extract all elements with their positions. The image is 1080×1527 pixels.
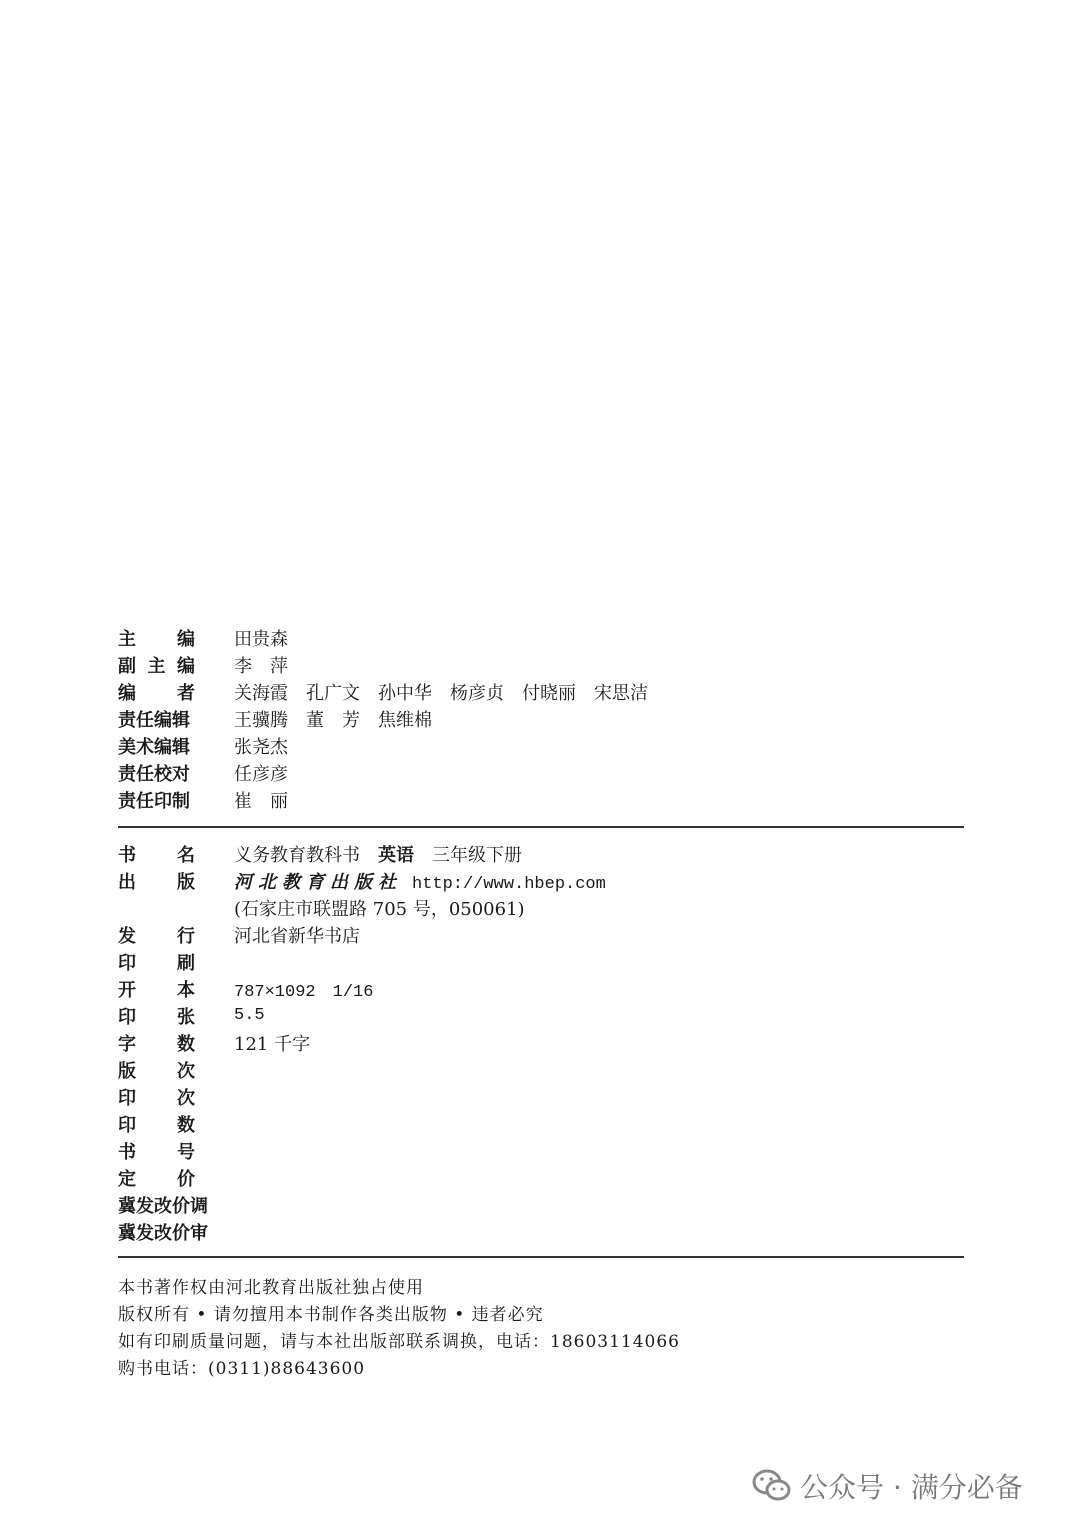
divider-top <box>118 826 964 828</box>
credit-row-print-supervisor: 责任印制 崔 丽 <box>118 786 964 813</box>
publisher-logo: 河北教育出版社 <box>234 871 402 893</box>
purchase-phone-line: 购书电话：(0311)88643600 <box>118 1359 366 1379</box>
divider-bottom <box>118 1256 964 1258</box>
credit-row-art-editor: 美术编辑 张尧杰 <box>118 732 964 759</box>
info-row-print-count: 印 数 <box>118 1114 195 1136</box>
credit-row-responsible-editor: 责任编辑 王骥腾 董 芳 焦维棉 <box>118 705 964 732</box>
info-row-printing: 印 刷 <box>118 952 195 974</box>
info-row-publisher: 出 版 河北教育出版社 http://www.hbep.com <box>118 871 606 894</box>
info-row-address: (石家庄市联盟路 705 号，050061) <box>234 898 525 920</box>
credit-row-proofreader: 责任校对 任彦彦 <box>118 759 964 786</box>
copyright-line: 本书著作权由河北教育出版社独占使用 <box>118 1278 424 1298</box>
quality-contact-line: 如有印刷质量问题，请与本社出版部联系调换，电话：18603114066 <box>118 1332 680 1352</box>
publisher-url: http://www.hbep.com <box>412 874 606 894</box>
info-row-price: 定 价 <box>118 1168 195 1190</box>
info-row-sheets: 印 张 5.5 <box>118 1006 265 1028</box>
credits-list <box>118 624 964 813</box>
info-row-isbn: 书 号 <box>118 1141 195 1163</box>
info-row-price-review: 冀发改价审 <box>118 1222 208 1244</box>
info-row-price-adjust: 冀发改价调 <box>118 1195 208 1217</box>
credit-values: 张尧杰 <box>234 736 288 758</box>
credit-row-editors: 编 者 关海霞 孔广文 孙中华 杨彦贞 付晓丽 宋思洁 <box>118 678 964 705</box>
watermark-text: 公众号 · 满分必备 <box>800 1471 1023 1504</box>
credit-values: 李 萍 <box>234 655 288 677</box>
watermark <box>752 1466 1023 1506</box>
credit-values: 崔 丽 <box>234 790 288 812</box>
rights-line: 版权所有 • 请勿擅用本书制作各类出版物 • 违者必究 <box>118 1305 544 1325</box>
credit-values: 田贵森 <box>234 628 288 650</box>
info-row-words: 字 数 121 千字 <box>118 1033 311 1055</box>
publication-info <box>118 840 964 1245</box>
credit-values: 关海霞 孔广文 孙中华 杨彦贞 付晓丽 宋思洁 <box>234 682 648 704</box>
info-row-book-name: 书 名 义务教育教科书 英语 三年级下册 <box>118 844 522 866</box>
info-row-distribution: 发 行 河北省新华书店 <box>118 925 360 947</box>
credit-row-deputy-editor: 副 主 编 李 萍 <box>118 651 964 678</box>
credit-row-chief-editor: 主 编 田贵森 <box>118 624 964 651</box>
copyright-notice <box>118 1272 964 1380</box>
credit-values: 任彦彦 <box>234 763 288 785</box>
info-row-edition: 版 次 <box>118 1060 195 1082</box>
credit-values: 王骥腾 董 芳 焦维棉 <box>234 709 432 731</box>
wechat-icon <box>752 1468 792 1504</box>
info-row-format: 开 本 787×1092 1/16 <box>118 979 374 1002</box>
info-row-impression: 印 次 <box>118 1087 195 1109</box>
